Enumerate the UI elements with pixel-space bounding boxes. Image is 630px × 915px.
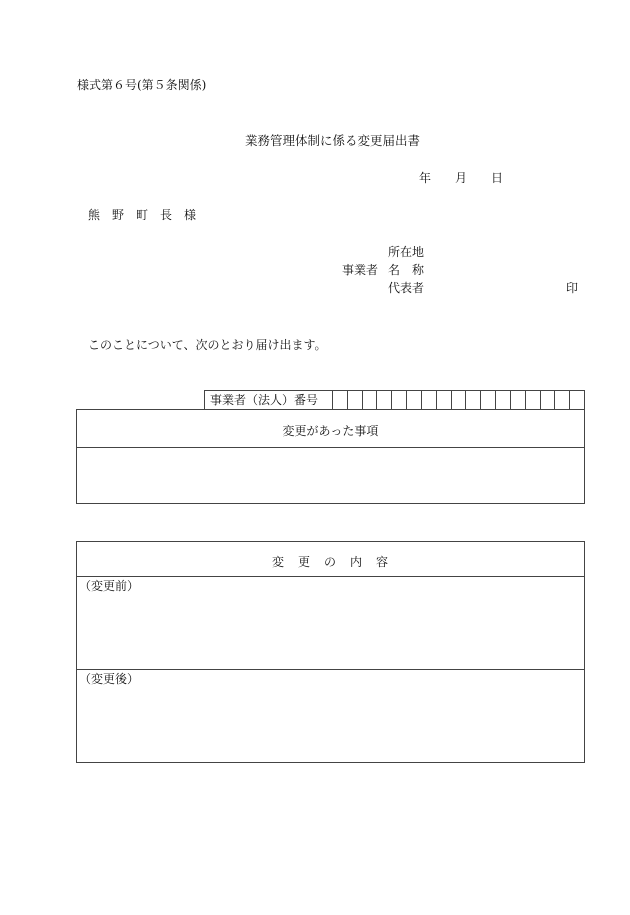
date-day: 日 <box>491 171 504 185</box>
business-number-digit-cell[interactable] <box>348 391 363 410</box>
business-number-digit-cell[interactable] <box>526 391 541 410</box>
business-number-digit-cell[interactable] <box>541 391 556 410</box>
business-number-digit-cell[interactable] <box>333 391 348 410</box>
business-number-digit-cell[interactable] <box>570 391 584 410</box>
business-number-digit-cell[interactable] <box>511 391 526 410</box>
after-label: （変更後） <box>79 672 140 686</box>
applicant-group-label: 事業者 <box>342 263 379 277</box>
date-month: 月 <box>455 171 468 185</box>
business-number-label: 事業者（法人）番号 <box>205 391 333 410</box>
form-title: 業務管理体制に係る変更届出書 <box>245 133 421 148</box>
change-content-header: 変 更 の 内 容 <box>271 555 389 569</box>
divider <box>77 576 584 577</box>
business-number-digit-cell[interactable] <box>466 391 481 410</box>
divider <box>77 447 584 448</box>
business-number-digit-cell[interactable] <box>555 391 570 410</box>
business-number-digit-cell[interactable] <box>481 391 496 410</box>
business-number-digit-cell[interactable] <box>407 391 422 410</box>
business-number-digit-cell[interactable] <box>496 391 511 410</box>
changed-item-table <box>76 409 585 504</box>
statement: このことについて、次のとおり届け出ます。 <box>88 338 327 352</box>
business-number-digit-cell[interactable] <box>422 391 437 410</box>
form-number: 様式第６号(第５条関係) <box>77 78 207 92</box>
business-number-digit-cell[interactable] <box>392 391 407 410</box>
after-input[interactable] <box>81 687 580 758</box>
seal-mark: 印 <box>566 281 579 295</box>
changed-item-header: 変更があった事項 <box>282 424 379 438</box>
name-label: 名 称 <box>388 263 425 277</box>
address-label: 所在地 <box>388 245 425 259</box>
changed-item-input[interactable] <box>81 452 580 499</box>
representative-label: 代表者 <box>388 281 425 295</box>
business-number-digit-cell[interactable] <box>363 391 378 410</box>
change-content-table <box>76 541 585 763</box>
business-number-field[interactable] <box>204 390 585 410</box>
business-number-digit-cell[interactable] <box>437 391 452 410</box>
before-label: （変更前） <box>79 579 140 593</box>
addressee: 熊 野 町 長 様 <box>88 208 197 222</box>
divider <box>77 669 584 670</box>
business-number-digit-cell[interactable] <box>452 391 467 410</box>
business-number-digit-cell[interactable] <box>377 391 392 410</box>
date-year: 年 <box>419 171 432 185</box>
before-input[interactable] <box>81 594 580 666</box>
